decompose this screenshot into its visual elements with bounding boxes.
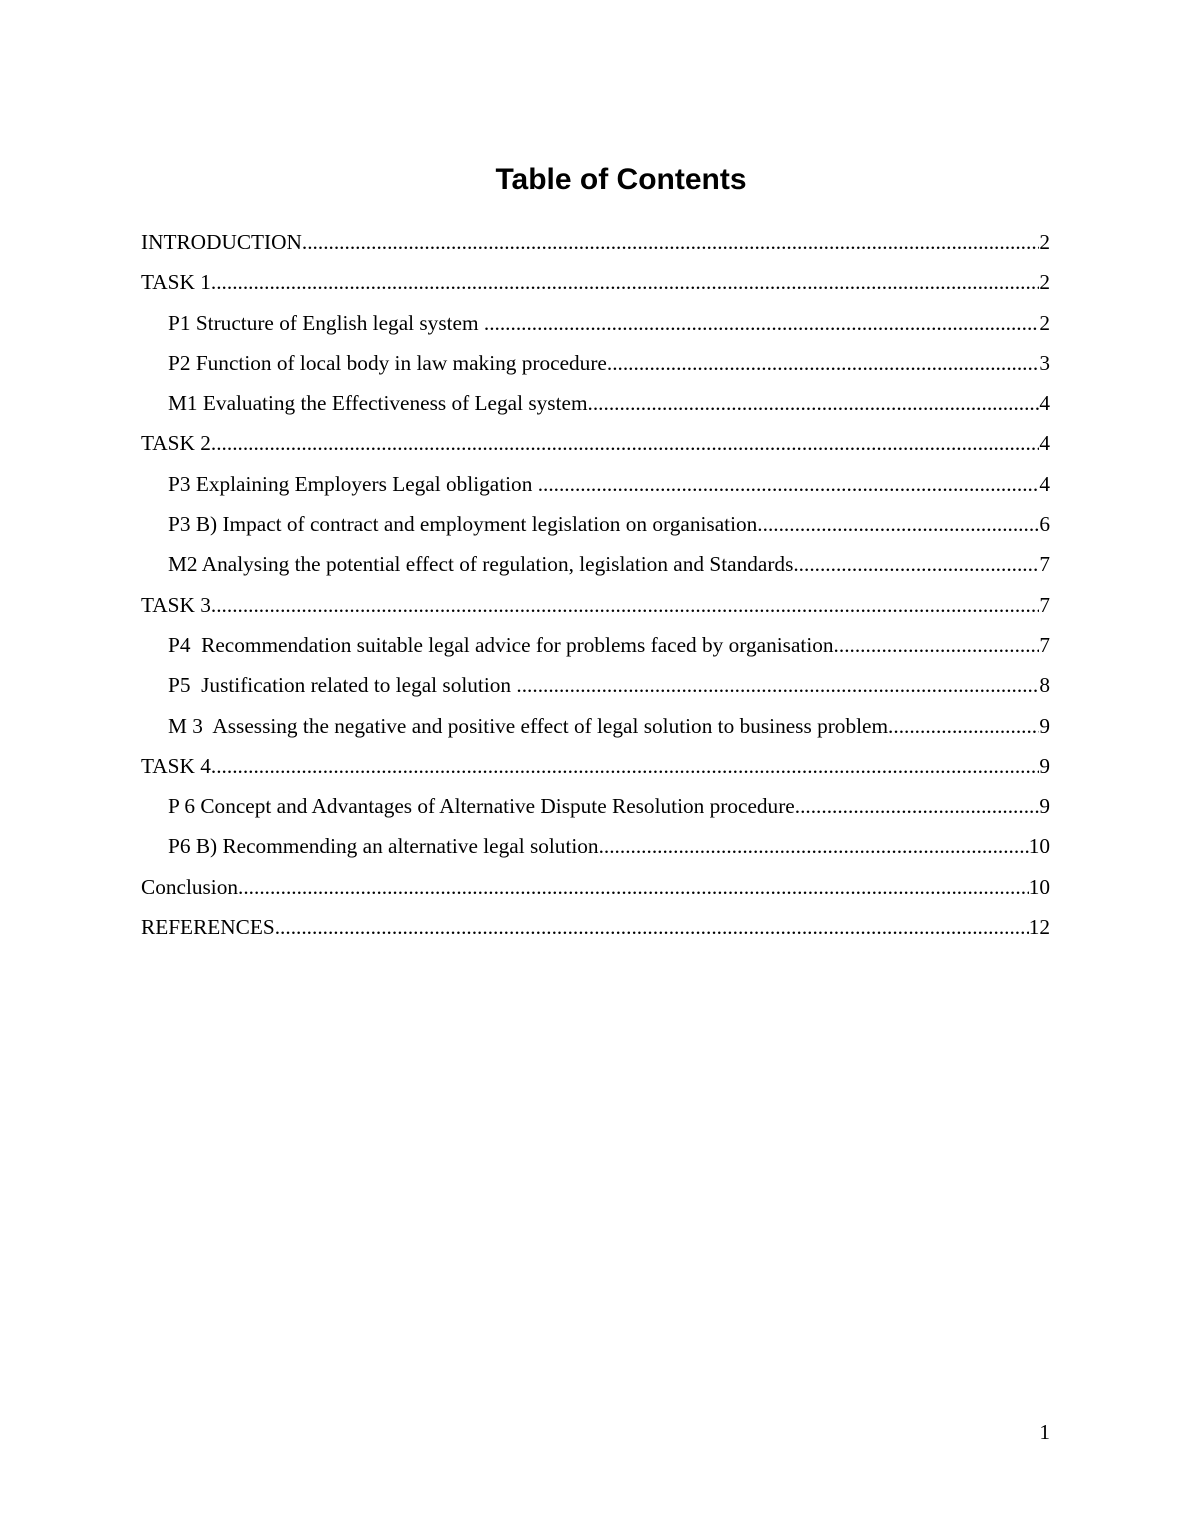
toc-entry-page: 4 [1039, 431, 1050, 456]
toc-entry[interactable] [141, 504, 1050, 544]
toc-entry-page: 2 [1039, 310, 1050, 335]
toc-entry-page: 12 [1028, 915, 1050, 940]
toc-leader-dots [757, 504, 1039, 544]
toc-entry-text: P4 Recommendation suitable legal advice for problems faced by organisation [168, 632, 834, 657]
toc-entry-page: 8 [1039, 673, 1050, 698]
toc-leader-dots [211, 585, 1039, 625]
toc-entry-text: TASK 2 [141, 431, 211, 456]
toc-entry[interactable] [141, 222, 1050, 262]
toc-entry[interactable] [141, 706, 1050, 746]
toc-leader-dots [211, 746, 1039, 786]
toc-entry-text: P3 Explaining Employers Legal obligation [168, 471, 538, 496]
toc-leader-dots [538, 464, 1040, 504]
toc-entry-text: P1 Structure of English legal system [168, 310, 484, 335]
toc-entry-page: 6 [1039, 512, 1050, 537]
toc-entry-text: Conclusion [141, 874, 239, 899]
toc-list [141, 222, 1050, 947]
toc-entry[interactable] [141, 907, 1050, 947]
toc-entry-page: 10 [1028, 834, 1050, 859]
toc-entry[interactable] [141, 544, 1050, 584]
toc-leader-dots [588, 383, 1040, 423]
toc-leader-dots [888, 706, 1039, 746]
toc-entry[interactable] [141, 303, 1050, 343]
toc-entry-text: M1 Evaluating the Effectiveness of Legal system [168, 391, 588, 416]
toc-leader-dots [302, 222, 1039, 262]
toc-leader-dots [275, 907, 1029, 947]
toc-entry[interactable] [141, 464, 1050, 504]
toc-entry-page: 3 [1039, 350, 1050, 375]
toc-entry-page: 9 [1039, 794, 1050, 819]
toc-entry[interactable] [141, 383, 1050, 423]
toc-leader-dots [607, 343, 1039, 383]
toc-entry-text: P3 B) Impact of contract and employment legislation on organisation [168, 512, 758, 537]
toc-entry[interactable] [141, 867, 1050, 907]
toc-entry-text: M2 Analysing the potential effect of regulation, legislation and Standards [168, 552, 794, 577]
toc-entry[interactable] [141, 343, 1050, 383]
toc-entry[interactable] [141, 625, 1050, 665]
page-number: 1 [1039, 1420, 1050, 1444]
toc-entry-page: 7 [1039, 632, 1050, 657]
toc-leader-dots [795, 786, 1040, 826]
toc-entry[interactable] [141, 423, 1050, 463]
toc-entry-page: 7 [1039, 592, 1050, 617]
toc-entry[interactable] [141, 262, 1050, 302]
toc-entry-text: TASK 1 [141, 270, 211, 295]
toc-leader-dots [211, 423, 1039, 463]
toc-entry-page: 9 [1039, 753, 1050, 778]
toc-entry-text: TASK 3 [141, 592, 211, 617]
toc-entry[interactable] [141, 826, 1050, 866]
toc-entry-page: 7 [1039, 552, 1050, 577]
toc-entry-page: 4 [1039, 471, 1050, 496]
toc-leader-dots [834, 625, 1040, 665]
toc-leader-dots [516, 665, 1039, 705]
toc-leader-dots [484, 303, 1039, 343]
toc-leader-dots [238, 867, 1029, 907]
toc-entry-text: M 3 Assessing the negative and positive effect of legal solution to business problem [168, 713, 889, 738]
toc-entry-text: REFERENCES [141, 915, 275, 940]
toc-entry[interactable] [141, 665, 1050, 705]
toc-entry-text: P 6 Concept and Advantages of Alternative Dispute Resolution procedure [168, 794, 795, 819]
toc-entry[interactable] [141, 746, 1050, 786]
toc-leader-dots [599, 826, 1029, 866]
toc-entry[interactable] [141, 585, 1050, 625]
toc-entry-text: P5 Justification related to legal solution [168, 673, 517, 698]
toc-entry-text: P2 Function of local body in law making procedure [168, 350, 607, 375]
toc-entry-page: 2 [1039, 270, 1050, 295]
toc-entry[interactable] [141, 786, 1050, 826]
toc-leader-dots [211, 262, 1039, 302]
toc-entry-text: TASK 4 [141, 753, 211, 778]
toc-entry-page: 9 [1039, 713, 1050, 738]
toc-title: Table of Contents [495, 163, 747, 196]
toc-entry-text: P6 B) Recommending an alternative legal solution [168, 834, 599, 859]
toc-leader-dots [793, 544, 1039, 584]
toc-entry-page: 4 [1039, 391, 1050, 416]
toc-entry-page: 10 [1028, 874, 1050, 899]
toc-entry-text: INTRODUCTION [141, 230, 302, 254]
toc-entry-page: 2 [1039, 230, 1050, 254]
